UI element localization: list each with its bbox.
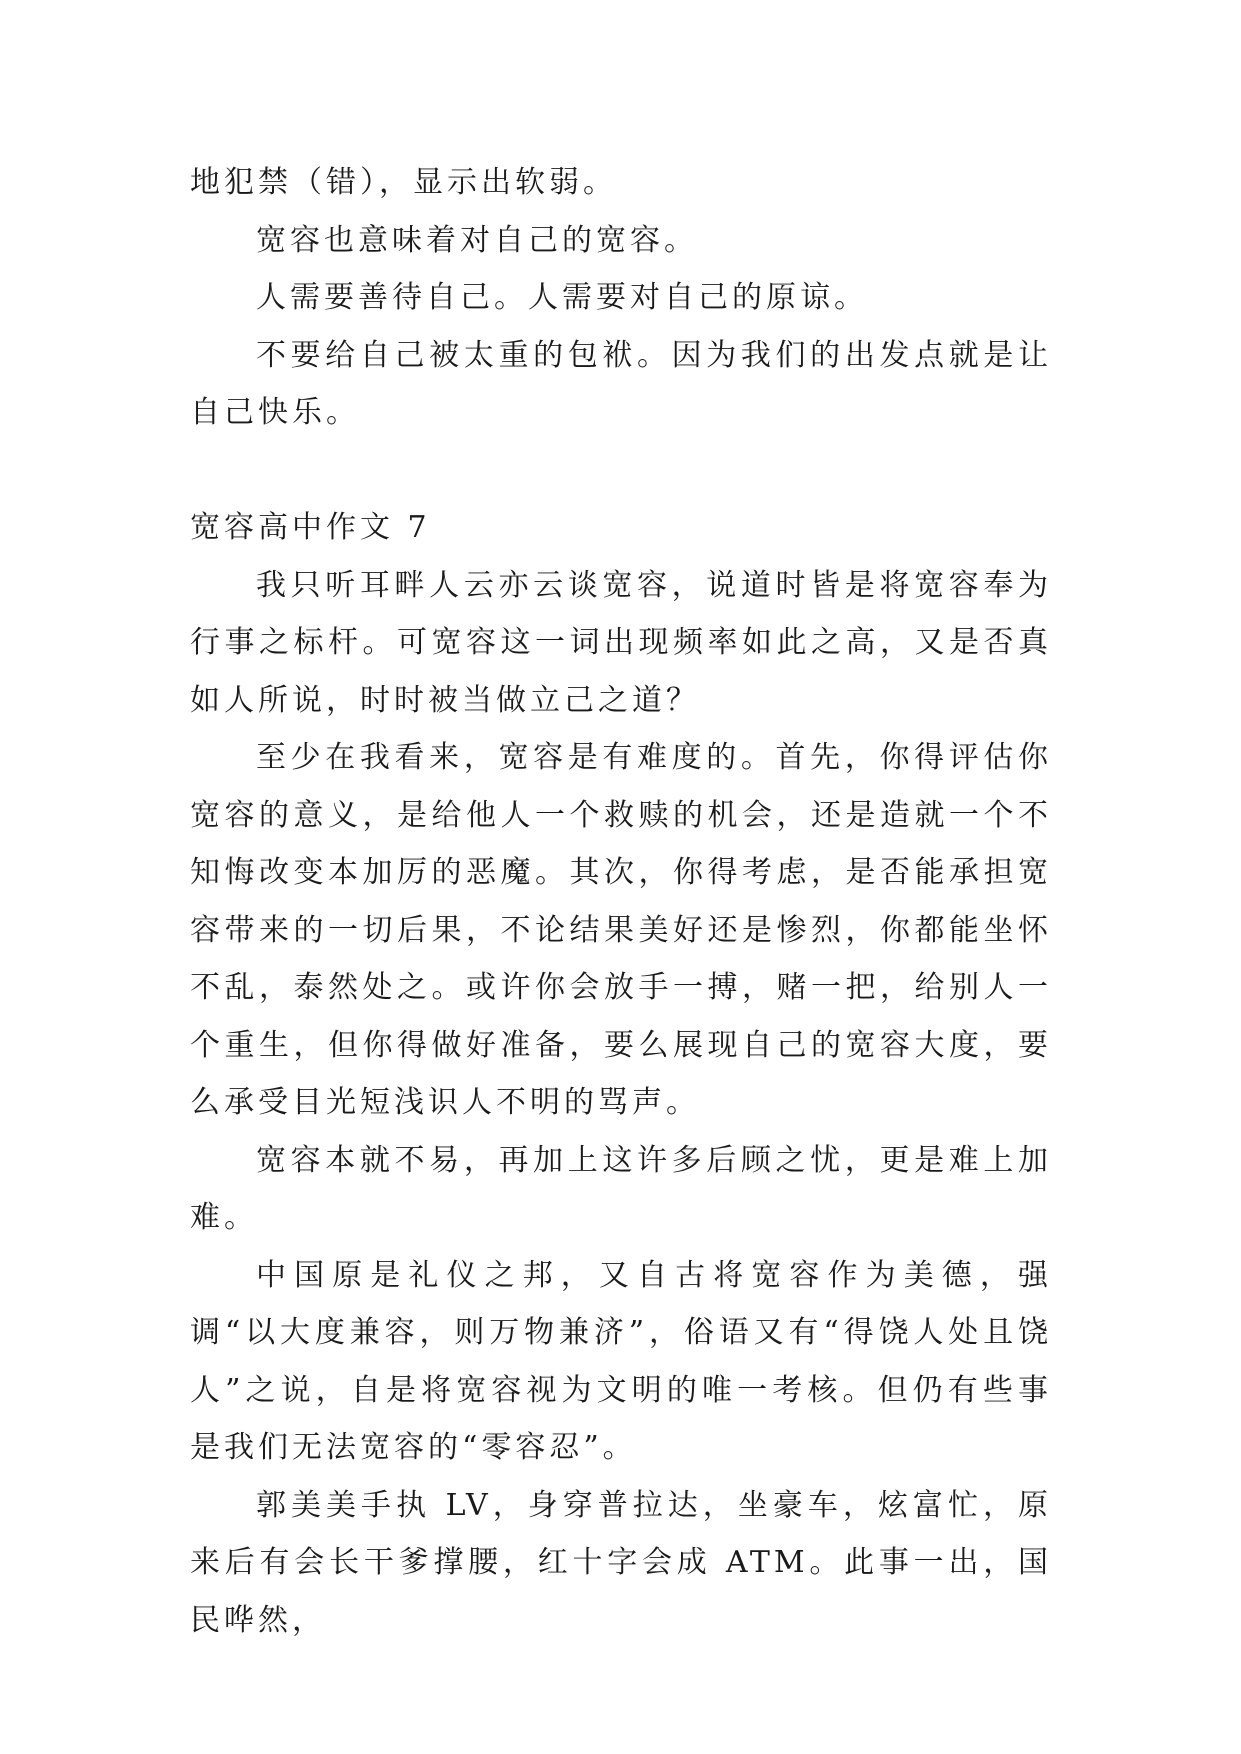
blank-line: [190, 442, 1052, 500]
document-body: [190, 154, 1052, 1649]
paragraph: 不要给自己被太重的包袱。因为我们的出发点就是让自己快乐。: [190, 337, 1052, 430]
paragraph: 郭美美手执 LV，身穿普拉达，坐豪车，炫富忙，原来后有会长干爹撑腰，红十字会成 ATM。此事一出，国民哗然，: [190, 1487, 1052, 1638]
paragraph: 人需要善待自己。人需要对自己的原谅。: [256, 280, 868, 315]
paragraph: 宽容本就不易，再加上这许多后顾之忧，更是难上加难。: [190, 1142, 1052, 1235]
paragraph: 宽容也意味着对自己的宽容。: [256, 222, 698, 258]
paragraph: 至少在我看来，宽容是有难度的。首先，你得评估你宽容的意义，是给他人一个救赎的机会，还是造就一个不知悔改变本加厉的恶魔。其次，你得考虑，是否能承担宽容带来的一切后果，不论结果美好还是惨烈，你都能坐怀不乱，泰然处之。或许你会放手一搏，赌一把，给别人一个重生，但你得做好准备，要么展现自己的宽容大度，要么承受目光短浅识人不明的骂声。: [190, 740, 1052, 1120]
paragraph: 中国原是礼仪之邦，又自古将宽容作为美德，强调“以大度兼容，则万物兼济”，俗语又有“得饶人处且饶人”之说，自是将宽容视为文明的唯一考核。但仍有些事是我们无法宽容的“零容忍”。: [190, 1257, 1052, 1465]
section-title: 宽容高中作文 7: [190, 510, 431, 545]
paragraph: 地犯禁（错），显示出软弱。: [190, 165, 617, 200]
paragraph: 我只听耳畔人云亦云谈宽容，说道时皆是将宽容奉为行事之标杆。可宽容这一词出现频率如此之高，又是否真如人所说，时时被当做立己之道？: [190, 567, 1052, 718]
